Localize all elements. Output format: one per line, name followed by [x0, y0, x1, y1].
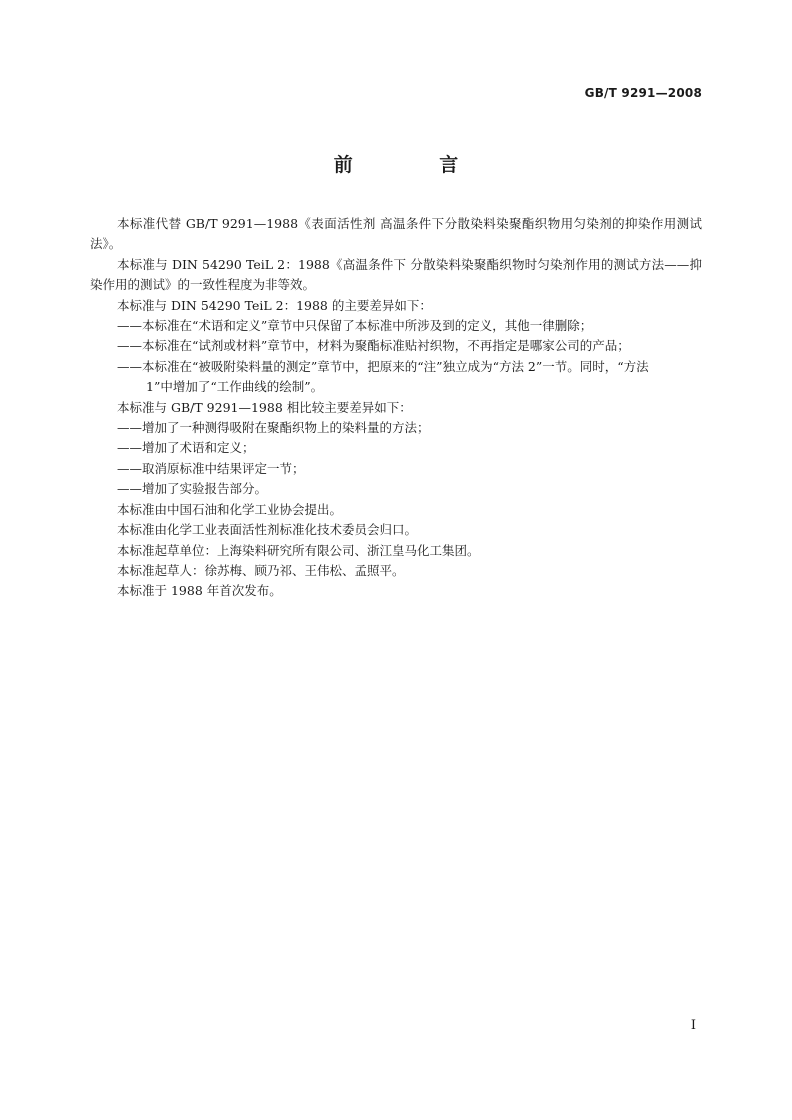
list-item: ——增加了实验报告部分。 [117, 481, 268, 497]
list-item: ——本标准在“术语和定义”章节中只保留了本标准中所涉及到的定义，其他一律删除； [117, 318, 593, 334]
paragraph-proposer: 本标准由中国石油和化学工业协会提出。 [117, 501, 343, 517]
standard-number: GB/T 9291—2008 [584, 86, 702, 100]
list-item: ——本标准在“试剂或材料”章节中，材料为聚酯标准贴衬织物，不再指定是哪家公司的产品； [117, 338, 630, 354]
paragraph-first-release: 本标准于 1988 年首次发布。 [117, 583, 282, 599]
paragraph-drafting-units: 本标准起草单位：上海染料研究所有限公司、浙江皇马化工集团。 [117, 542, 480, 558]
paragraph-consistency: 本标准与 DIN 54290 TeiL 2：1988《高温条件下 分散染料染聚酯织物时匀染剂作用的测试方法——抑染作用的测试》的一致性程度为非等效。 [90, 256, 702, 293]
list-item: ——本标准在“被吸附染料量的测定”章节中，把原来的“注”独立成为“方法 2”一节。同时，“方法 [117, 358, 649, 374]
paragraph-din-diff-intro: 本标准与 DIN 54290 TeiL 2：1988 的主要差异如下： [117, 297, 432, 313]
paragraph-gb-diff-intro: 本标准与 GB/T 9291—1988 相比较主要差异如下： [117, 399, 412, 415]
paragraph-replaces: 本标准代替 GB/T 9291—1988《表面活性剂 高温条件下分散染料染聚酯织物用匀染剂的抑染作用测试法》。 [90, 216, 702, 252]
list-item-continuation: 1”中增加了“工作曲线的绘制”。 [146, 379, 324, 395]
paragraph-committee: 本标准由化学工业表面活性剂标准化技术委员会归口。 [117, 522, 418, 538]
paragraph-drafters: 本标准起草人：徐苏梅、顾乃祁、王伟松、孟照平。 [117, 562, 405, 578]
foreword-body [90, 214, 702, 602]
page-number: I [690, 1018, 696, 1033]
list-item: ——取消原标准中结果评定一节； [117, 460, 305, 476]
list-item: ——增加了术语和定义； [117, 440, 255, 456]
list-item: ——增加了一种测得吸附在聚酯织物上的染料量的方法； [117, 420, 430, 436]
page-title: 前 言 [333, 154, 499, 176]
